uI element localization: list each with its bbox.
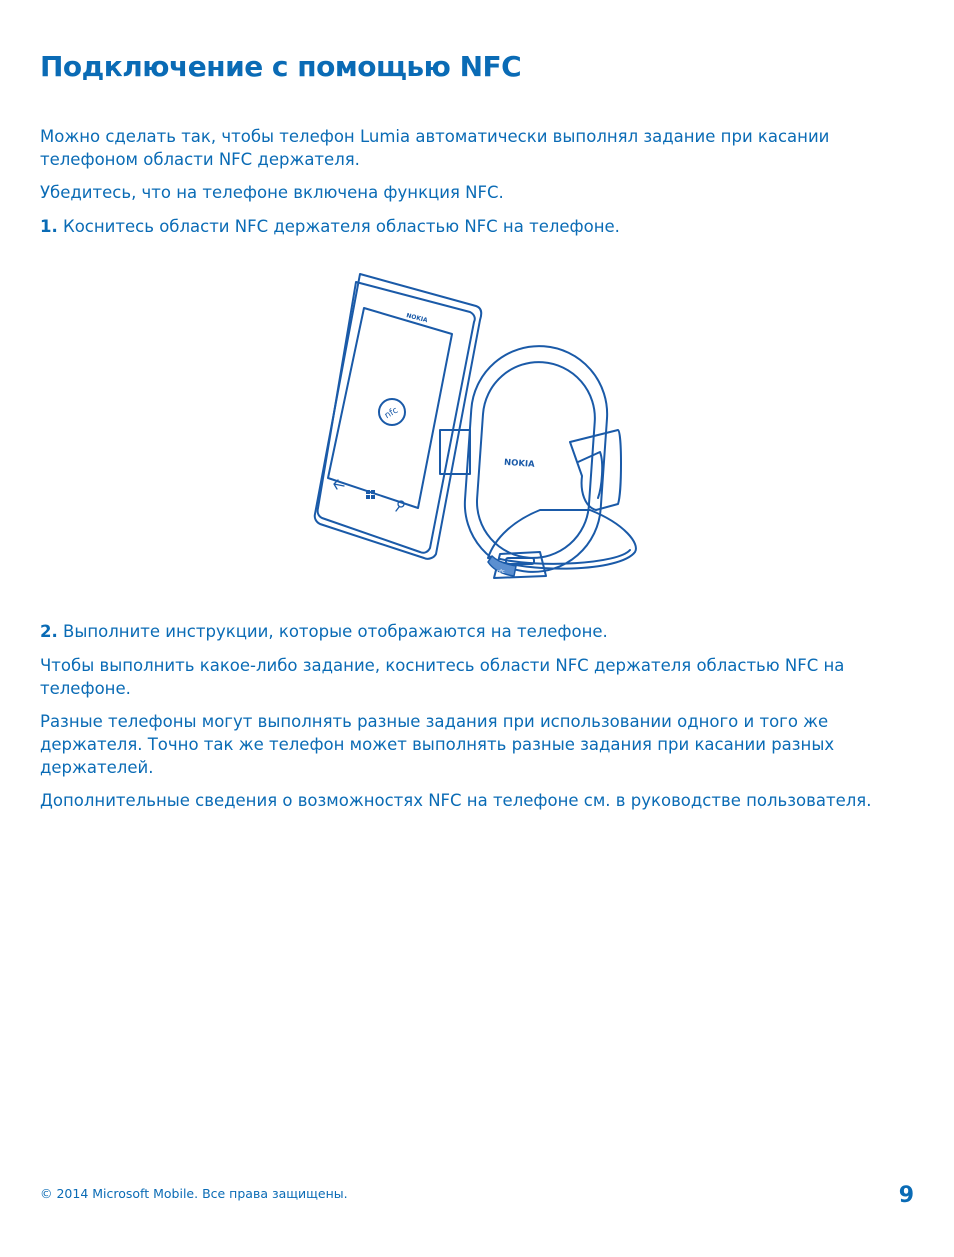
phone-and-holder-drawing [300,262,645,584]
step-2-number: 2. [40,622,58,641]
check-nfc-paragraph: Убедитесь, что на телефоне включена функция NFC. [40,183,504,202]
more-info-paragraph: Дополнительные сведения о возможностях NFC на телефоне см. в руководстве пользователя. [40,791,872,810]
copyright-footer: © 2014 Microsoft Mobile. Все права защищены. [40,1186,348,1201]
phone-brand-label: NOKIA [405,312,429,325]
phone-nfc-label: nfc [383,405,401,422]
page-number: 9 [898,1183,914,1208]
holder-brand-label: NOKIA [503,457,535,470]
different-tasks-paragraph: Разные телефоны могут выполнять разные задания при использовании одного и того же держателя. Точно так же телефон может выполнять разные задания при касании разных держателей. [40,712,835,777]
task-paragraph: Чтобы выполнить какое-либо задание, коснитесь области NFC держателя областью NFC на телефоне. [40,656,845,698]
page-title: Подключение с помощью NFC [40,50,522,83]
holder-base [488,510,636,569]
step-1 [40,215,920,238]
step-1-text: Коснитесь области NFC держателя областью NFC на телефоне. [63,217,620,236]
holder-cradle [460,342,611,577]
holder-arm [570,430,621,510]
step-1-number: 1. [40,217,58,236]
intro-paragraph: Можно сделать так, чтобы телефон Lumia автоматически выполнял задание при касании телефоном области NFC держателя. [40,127,830,169]
step-2 [40,620,920,643]
holder-nfc-label: nfc [497,569,505,575]
step-2-text: Выполните инструкции, которые отображаются на телефоне. [63,622,608,641]
nfc-illustration [300,262,645,584]
